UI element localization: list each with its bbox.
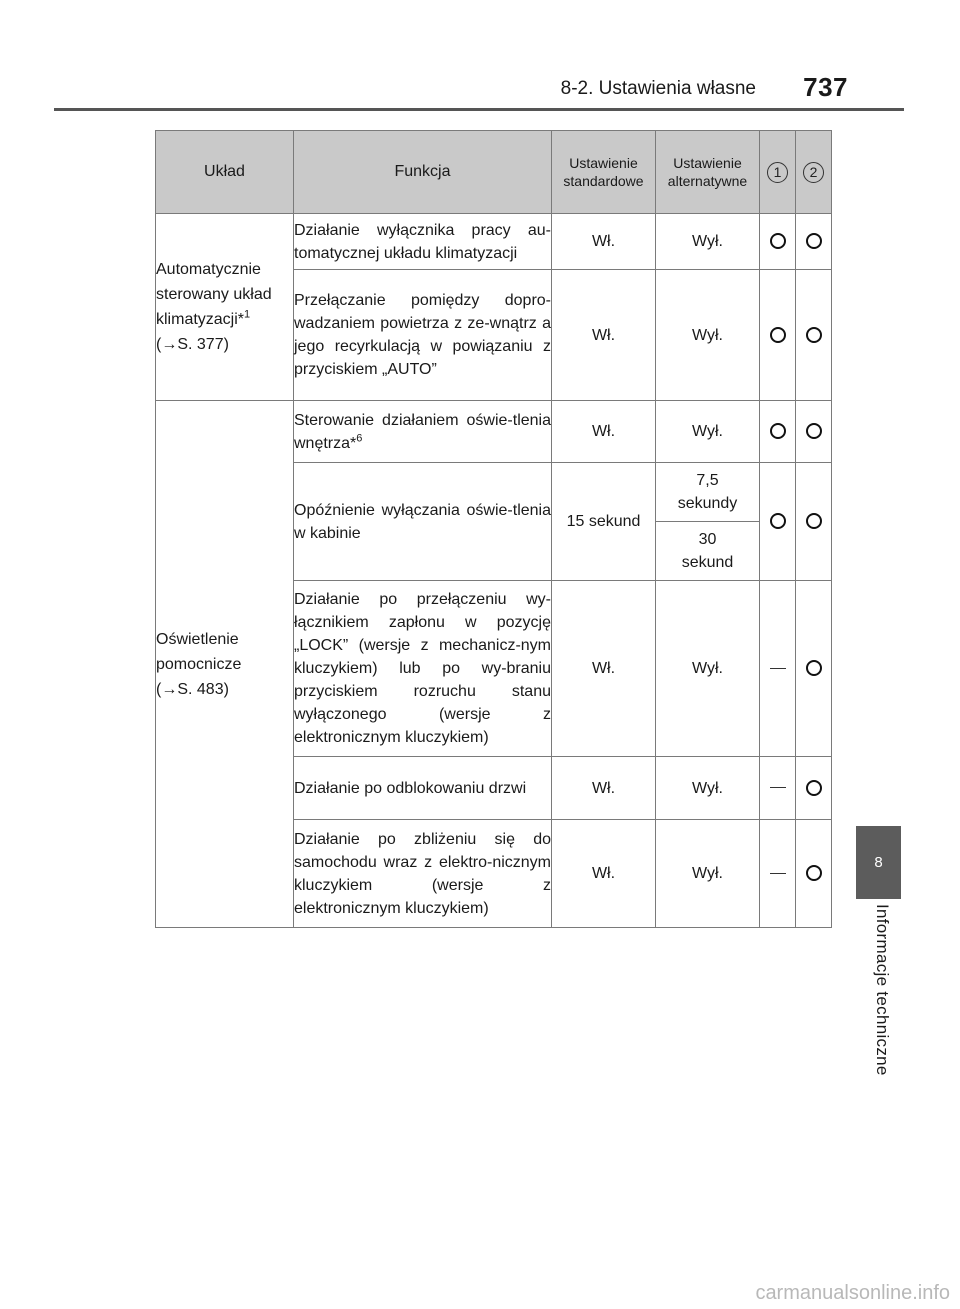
default-value: Wł. [552, 581, 656, 757]
column-2-number-circle: 2 [803, 162, 824, 183]
function-cell: Działanie wyłącznika pracy au-tomatycznej układu klimatyzacji [294, 214, 552, 270]
column-header-1 [760, 131, 796, 214]
circle-mark-icon [806, 513, 822, 529]
mark-col1 [760, 401, 796, 463]
system-cell-lighting [156, 401, 294, 928]
default-value: Wł. [552, 757, 656, 820]
default-value: Wł. [552, 270, 656, 401]
alternative-a-line1: 7,5 [696, 472, 719, 489]
alternative-value: Wył. [656, 820, 760, 928]
default-value: Wł. [552, 820, 656, 928]
circle-mark-icon [806, 660, 822, 676]
column-header-system: Układ [156, 131, 294, 214]
mark-col2 [796, 820, 832, 928]
circle-mark-icon [770, 327, 786, 343]
circle-mark-icon [770, 423, 786, 439]
alternative-value: Wył. [656, 757, 760, 820]
alternative-value: Wył. [656, 214, 760, 270]
alternative-value-a [656, 463, 760, 522]
system-line: pomocnicze [156, 655, 242, 673]
page-reference: (→S. 377) [156, 336, 229, 353]
alternative-value-b [656, 522, 760, 581]
footnote-marker: 6 [356, 432, 363, 445]
mark-col1 [760, 270, 796, 401]
table-header-row [156, 131, 832, 214]
mark-col2 [796, 757, 832, 820]
function-cell: Działanie po odblokowaniu drzwi [294, 757, 552, 820]
dash-mark-icon [770, 668, 786, 669]
page-reference: (→S. 483) [156, 680, 229, 698]
circle-mark-icon [770, 233, 786, 249]
circle-mark-icon [806, 327, 822, 343]
footnote-marker: 1 [244, 308, 251, 321]
mark-col2 [796, 214, 832, 270]
chapter-label: Informacje techniczne [873, 904, 892, 1076]
settings-table [155, 130, 832, 928]
system-line: klimatyzacji* [156, 311, 245, 328]
default-value: 15 sekund [552, 463, 656, 581]
function-cell: Przełączanie pomiędzy dopro-wadzaniem powietrza z ze-wnątrz a jego recyrkulacją w powiązaniu z przyciskiem „AUTO” [294, 270, 552, 401]
system-line-with-sup [156, 307, 293, 332]
circle-mark-icon [806, 865, 822, 881]
alternative-value: Wył. [656, 581, 760, 757]
mark-col2 [796, 581, 832, 757]
function-cell: Działanie po zbliżeniu się do samochodu wraz z elektro-nicznym kluczykiem (wersje z elektronicznym kluczykiem) [294, 820, 552, 928]
function-text: Sterowanie działaniem oświe-tlenia wnętrza* [294, 411, 551, 452]
page-number: 737 [803, 72, 848, 102]
dash-mark-icon [770, 787, 786, 788]
watermark: carmanualsonline.info [755, 1282, 950, 1304]
default-value: Wł. [552, 401, 656, 463]
dash-mark-icon [770, 873, 786, 874]
mark-col2 [796, 270, 832, 401]
mark-col2 [796, 401, 832, 463]
column-1-number-circle: 1 [767, 162, 788, 183]
mark-col1 [760, 581, 796, 757]
mark-col1 [760, 214, 796, 270]
function-cell [294, 401, 552, 463]
column-header-default-line2: standardowe [563, 173, 644, 189]
column-header-alternative-line1: Ustawienie [673, 155, 742, 171]
section-title: 8-2. Ustawienia własne [560, 78, 756, 99]
column-header-alternative-line2: alternatywne [667, 173, 748, 189]
circle-mark-icon [770, 513, 786, 529]
function-cell: Działanie po przełączeniu wy-łącznikiem zapłonu w pozycję „LOCK” (wersje z mechanicz-nym kluczykiem) lub po wy-braniu przyciskiem rozruchu stanu wyłączonego (wersje z elektronicznym kluczykiem) [294, 581, 552, 757]
system-line: Oświetlenie [156, 630, 239, 648]
mark-col1 [760, 757, 796, 820]
alternative-b-line1: 30 [698, 531, 717, 548]
header-divider [54, 108, 904, 111]
system-line: sterowany układ [156, 286, 272, 303]
system-cell-climate [156, 214, 294, 401]
system-line: Automatycznie [156, 261, 261, 278]
default-value: Wł. [552, 214, 656, 270]
mark-col1 [760, 820, 796, 928]
column-header-2 [796, 131, 832, 214]
circle-mark-icon [806, 233, 822, 249]
column-header-default [552, 131, 656, 214]
column-header-alternative [656, 131, 760, 214]
mark-col1 [760, 463, 796, 581]
function-cell: Opóźnienie wyłączania oświe-tlenia w kabinie [294, 463, 552, 581]
alternative-value: Wył. [656, 401, 760, 463]
column-header-function: Funkcja [294, 131, 552, 214]
mark-col2 [796, 463, 832, 581]
table-row [156, 401, 832, 463]
table-row [156, 214, 832, 270]
circle-mark-icon [806, 423, 822, 439]
alternative-value: Wył. [656, 270, 760, 401]
circle-mark-icon [806, 780, 822, 796]
column-header-default-line1: Ustawienie [569, 155, 638, 171]
alternative-b-line2: sekund [681, 554, 734, 571]
chapter-tab: 8 [856, 826, 901, 899]
alternative-a-line2: sekundy [677, 495, 738, 512]
